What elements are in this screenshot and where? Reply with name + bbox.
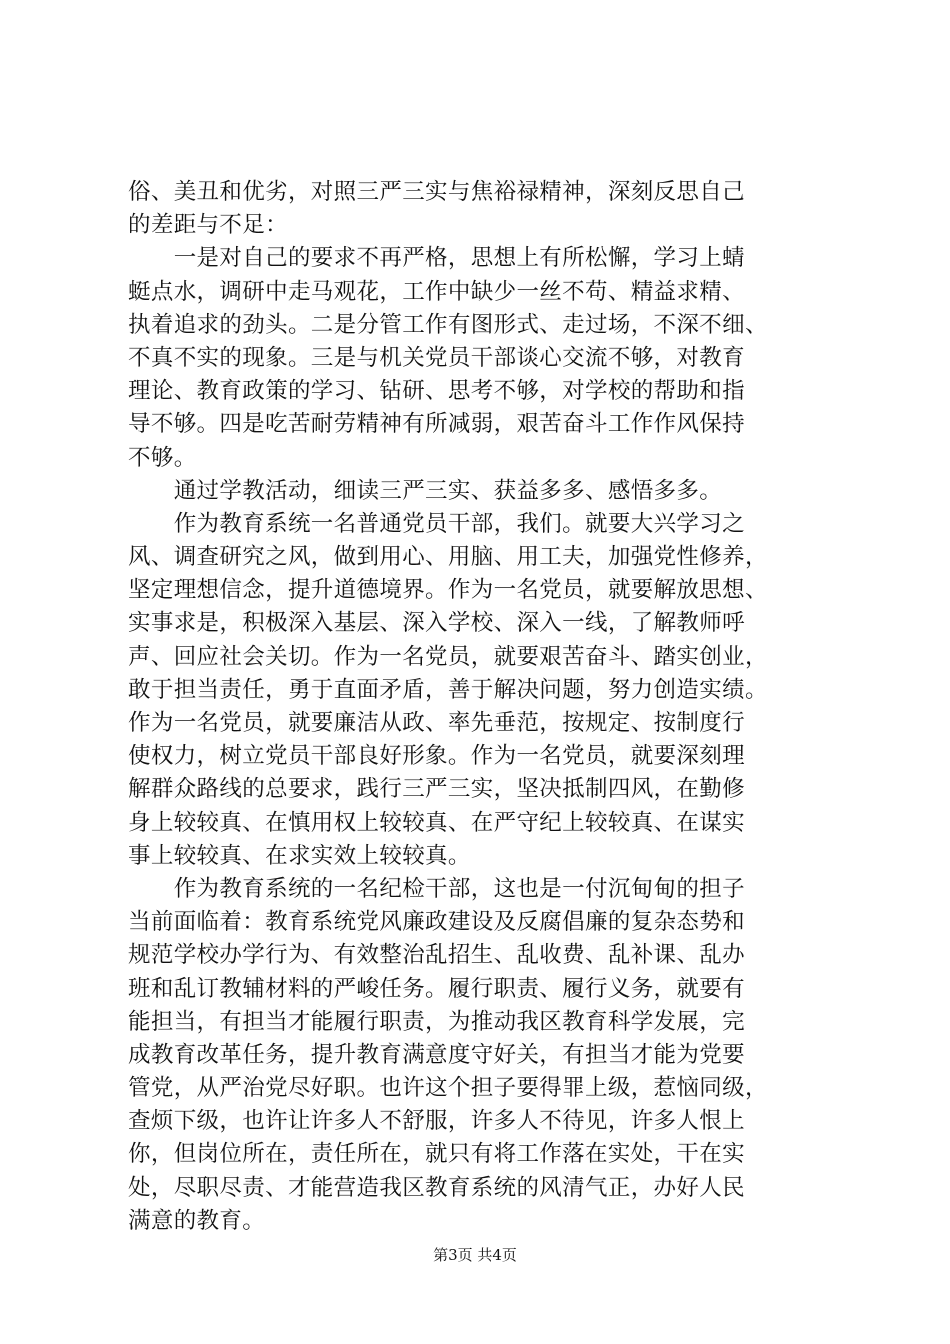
text-line: 通过学教活动，细读三严三实、获益多多、感悟多多。 (128, 477, 723, 504)
text-line: 风、调查研究之风，做到用心、用脑、用工夫，加强党性修养， (128, 544, 768, 571)
text-line: 声、回应社会关切。作为一名党员，就要艰苦奋斗、踏实创业， (128, 643, 768, 670)
text-line: 作为教育系统的一名纪检干部，这也是一付沉甸甸的担子 (128, 875, 745, 902)
text-line: 坚定理想信念，提升道德境界。作为一名党员，就要解放思想、 (128, 577, 768, 604)
text-line: 不够。 (128, 444, 197, 471)
page-footer: 第3页 共4页 (433, 1246, 517, 1264)
text-line: 满意的教育。 (128, 1207, 266, 1234)
text-line: 理论、教育政策的学习、钻研、思考不够，对学校的帮助和指 (128, 378, 745, 405)
text-line: 使权力，树立党员干部良好形象。作为一名党员，就要深刻理 (128, 743, 745, 770)
text-line: 作为一名党员，就要廉洁从政、率先垂范，按规定、按制度行 (128, 710, 745, 736)
text-line: 管党，从严治党尽好职。也许这个担子要得罪上级，惹恼同级， (128, 1075, 768, 1102)
text-line: 查烦下级，也许让许多人不舒服，许多人不待见，许多人恨上 (128, 1108, 745, 1135)
text-line: 班和乱订教辅材料的严峻任务。履行职责、履行义务，就要有 (128, 975, 745, 1002)
text-line: 导不够。四是吃苦耐劳精神有所减弱，艰苦奋斗工作作风保持 (128, 411, 745, 438)
text-line: 身上较较真、在慎用权上较较真、在严守纪上较较真、在谋实 (128, 809, 745, 836)
text-line: 敢于担当责任，勇于直面矛盾，善于解决问题，努力创造实绩。 (128, 676, 768, 703)
text-line: 的差距与不足： (128, 212, 288, 239)
text-line: 作为教育系统一名普通党员干部，我们。就要大兴学习之 (128, 510, 745, 537)
text-line: 俗、美丑和优劣，对照三严三实与焦裕禄精神，深刻反思自己 (128, 179, 745, 205)
text-line: 执着追求的劲头。二是分管工作有图形式、走过场，不深不细、 (128, 311, 768, 338)
text-line: 成教育改革任务，提升教育满意度守好关，有担当才能为党要 (128, 1041, 745, 1068)
text-line: 能担当，有担当才能履行职责，为推动我区教育科学发展，完 (128, 1008, 745, 1035)
text-line: 一是对自己的要求不再严格，思想上有所松懈，学习上蜻 (128, 245, 745, 272)
text-line: 你，但岗位所在，责任所在，就只有将工作落在实处，干在实 (128, 1141, 745, 1168)
text-line: 解群众路线的总要求，践行三严三实，坚决抵制四风，在勤修 (128, 776, 745, 803)
text-line: 蜓点水，调研中走马观花，工作中缺少一丝不苟、精益求精、 (128, 278, 745, 305)
body-text (128, 176, 830, 1238)
text-line: 实事求是，积极深入基层、深入学校、深入一线，了解教师呼 (128, 610, 745, 637)
text-line: 不真不实的现象。三是与机关党员干部谈心交流不够，对教育 (128, 344, 745, 371)
text-line: 处，尽职尽责、才能营造我区教育系统的风清气正，办好人民 (128, 1174, 745, 1201)
text-line: 规范学校办学行为、有效整治乱招生、乱收费、乱补课、乱办 (128, 942, 745, 969)
text-line: 事上较较真、在求实效上较较真。 (128, 842, 471, 869)
text-line: 当前面临着：教育系统党风廉政建设及反腐倡廉的复杂态势和 (128, 909, 745, 936)
